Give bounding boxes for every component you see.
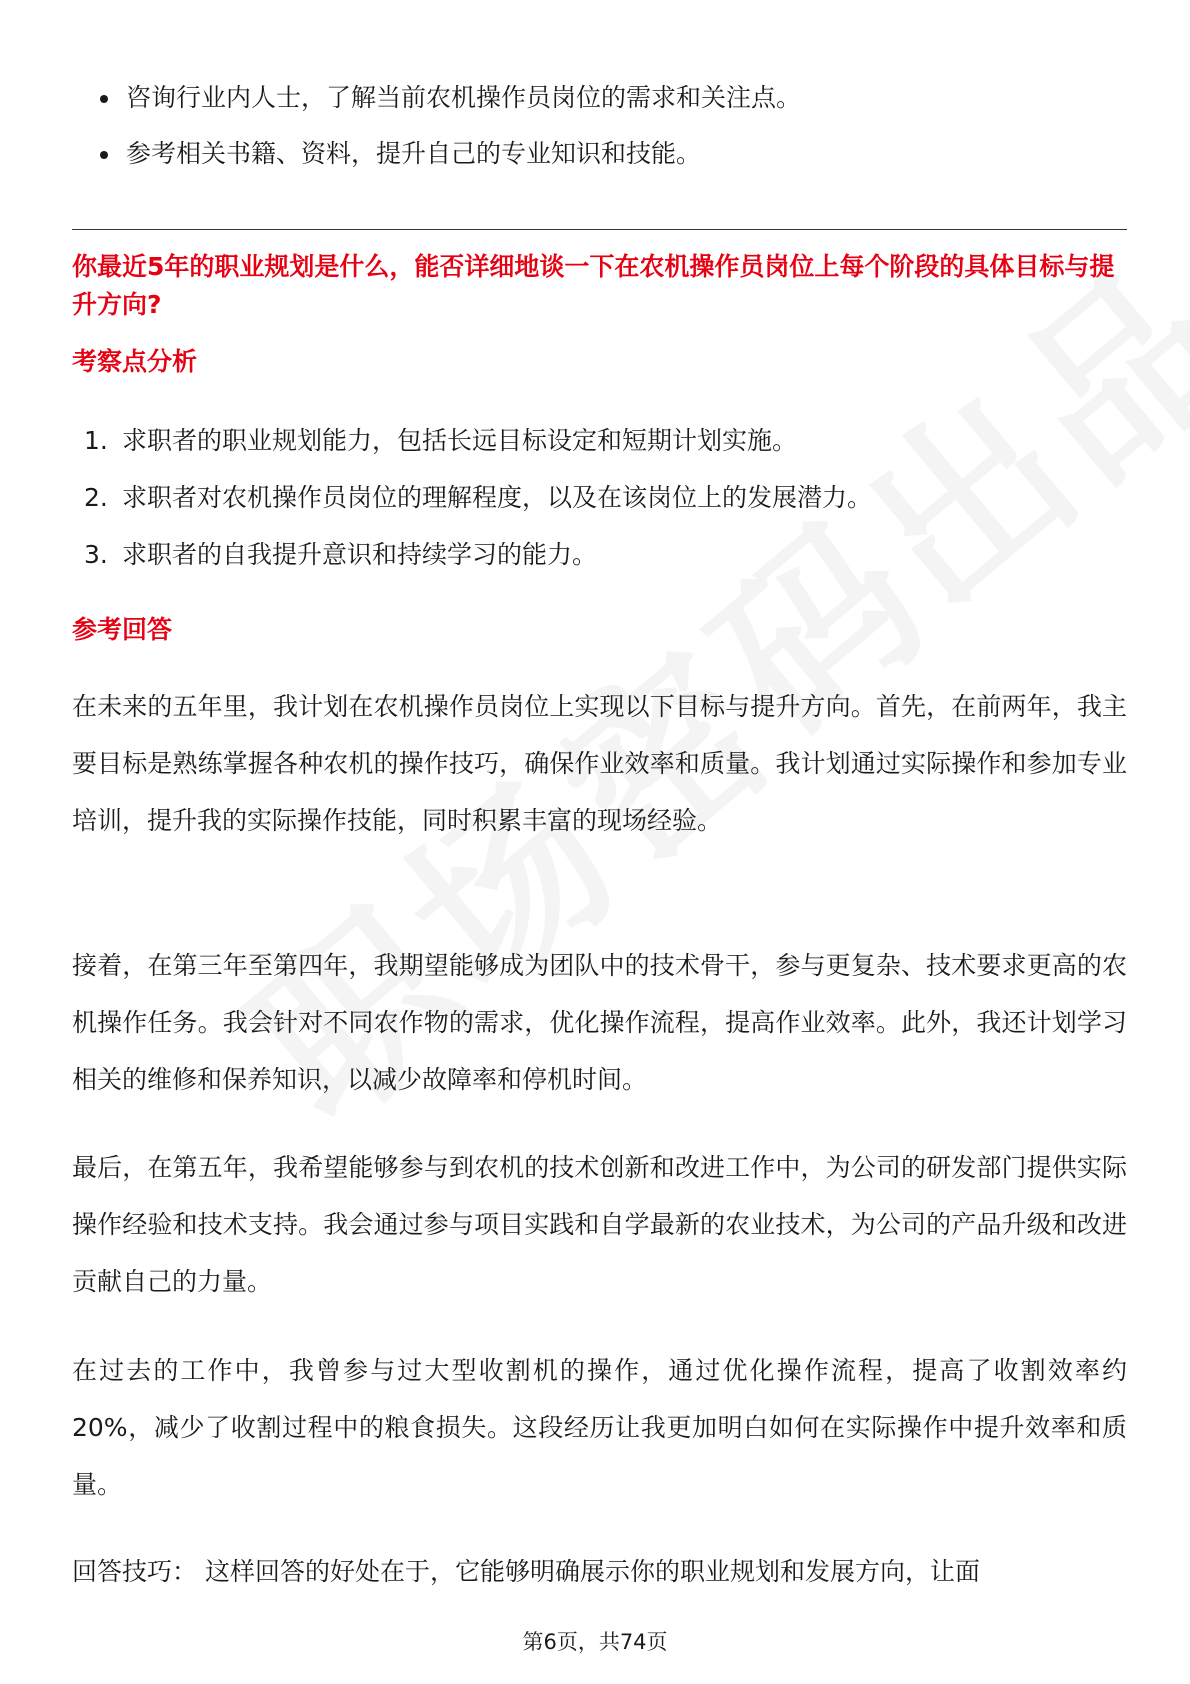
item-number: 2. bbox=[84, 483, 108, 512]
analysis-list bbox=[84, 412, 1084, 583]
question-heading: 你最近5年的职业规划是什么，能否详细地谈一下在农机操作员岗位上每个阶段的具体目标与提升方向? bbox=[72, 252, 1115, 319]
answer-paragraph: 接着，在第三年至第四年，我期望能够成为团队中的技术骨干，参与更复杂、技术要求更高的农机操作任务。我会针对不同农作物的需求，优化操作流程，提高作业效率。此外，我还计划学习相关的维修和保养知识，以减少故障率和停机时间。 bbox=[72, 951, 1127, 1094]
answer-tips-paragraph: 回答技巧： 这样回答的好处在于，它能够明确展示你的职业规划和发展方向，让面 bbox=[72, 1557, 980, 1586]
page-number-footer: 第6页，共74页 bbox=[522, 1630, 668, 1654]
item-number: 3. bbox=[84, 540, 108, 569]
bullet-item: 咨询行业内人士，了解当前农机操作员岗位的需求和关注点。 bbox=[96, 70, 1096, 126]
item-text: 求职者的自我提升意识和持续学习的能力。 bbox=[122, 540, 598, 569]
intro-bullet-list bbox=[96, 70, 1096, 182]
analysis-heading: 考察点分析 bbox=[72, 347, 198, 376]
analysis-item bbox=[84, 469, 1084, 526]
answer-paragraph: 最后，在第五年，我希望能够参与到农机的技术创新和改进工作中，为公司的研发部门提供实际操作经验和技术支持。我会通过参与项目实践和自学最新的农业技术，为公司的产品升级和改进贡献自己的力量。 bbox=[72, 1153, 1127, 1296]
item-text: 求职者的职业规划能力，包括长远目标设定和短期计划实施。 bbox=[122, 426, 798, 455]
answer-heading: 参考回答 bbox=[72, 615, 173, 644]
bullet-item: 参考相关书籍、资料，提升自己的专业知识和技能。 bbox=[96, 126, 1096, 182]
answer-paragraph: 在未来的五年里，我计划在农机操作员岗位上实现以下目标与提升方向。首先，在前两年，我主要目标是熟练掌握各种农机的操作技巧，确保作业效率和质量。我计划通过实际操作和参加专业培训，提升我的实际操作技能，同时积累丰富的现场经验。 bbox=[72, 692, 1127, 835]
section-divider bbox=[72, 229, 1127, 230]
analysis-item bbox=[84, 412, 1084, 469]
item-text: 求职者对农机操作员岗位的理解程度，以及在该岗位上的发展潜力。 bbox=[122, 483, 873, 512]
item-number: 1. bbox=[84, 426, 108, 455]
answer-paragraph: 在过去的工作中，我曾参与过大型收割机的操作，通过优化操作流程，提高了收割效率约20%，减少了收割过程中的粮食损失。这段经历让我更加明白如何在实际操作中提升效率和质量。 bbox=[72, 1356, 1127, 1499]
analysis-item bbox=[84, 526, 1084, 583]
